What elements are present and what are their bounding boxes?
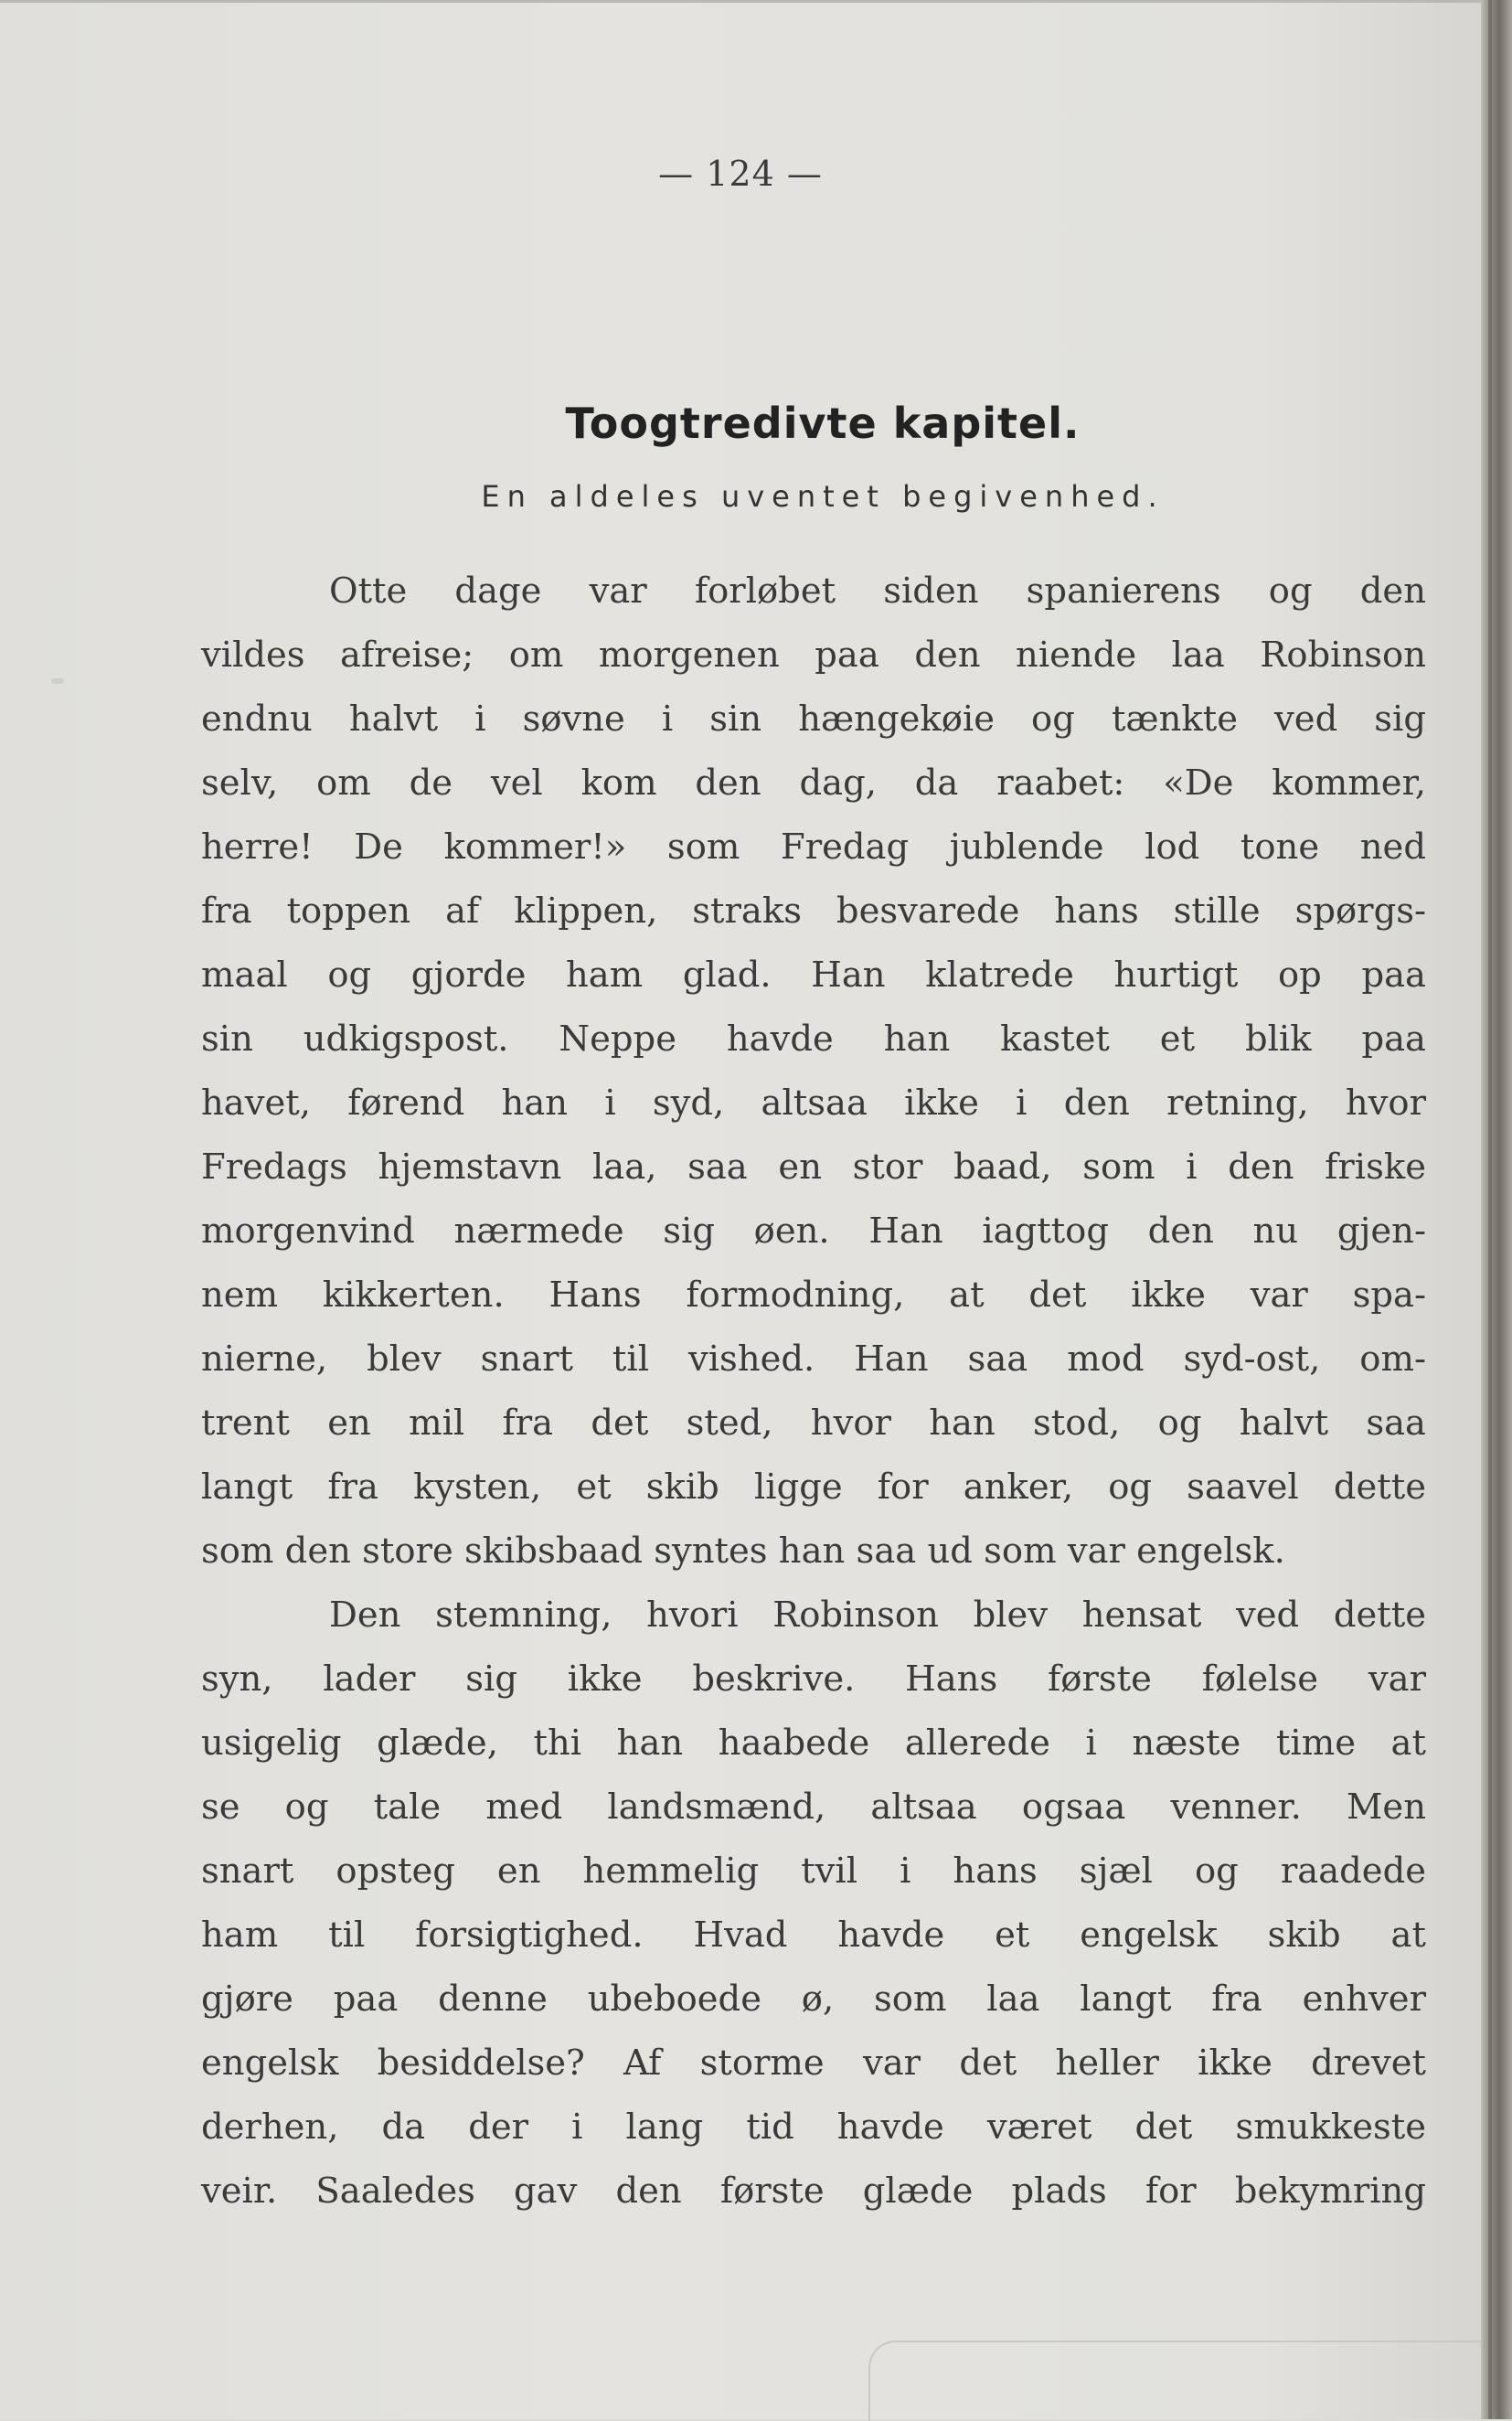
text-line: engelsk besiddelse? Af storme var det heller ikke drevet bbox=[201, 2042, 1426, 2084]
chapter-title: Toogtredivte kapitel. bbox=[565, 399, 1081, 448]
text-line: sin udkigspost. Neppe havde han kastet et blik paa bbox=[201, 1019, 1426, 1060]
text-line: usigelig glæde, thi han haabede allerede i næste time at bbox=[201, 1722, 1426, 1764]
text-line: vildes afreise; om morgenen paa den niende laa Robinson bbox=[201, 635, 1426, 676]
text-line: fra toppen af klippen, straks besvarede hans stille spørgs- bbox=[201, 891, 1426, 932]
page-top-edge bbox=[0, 0, 1481, 3]
text-line: veir. Saaledes gav den første glæde plads for bekymring bbox=[201, 2170, 1426, 2212]
chapter-subtitle: En aldeles uventet begivenhed. bbox=[481, 479, 1165, 514]
body-text bbox=[201, 560, 1426, 2224]
book-spine-edge bbox=[1481, 0, 1512, 2419]
text-line: Den stemning, hvori Robinson blev hensat ved dette bbox=[329, 1594, 1426, 1636]
text-line: ham til forsigtighed. Hvad havde et engelsk skib at bbox=[201, 1914, 1426, 1956]
text-line: syn, lader sig ikke beskrive. Hans første følelse var bbox=[201, 1658, 1426, 1700]
text-line: havet, førend han i syd, altsaa ikke i den retning, hvor bbox=[201, 1083, 1426, 1124]
text-line: snart opsteg en hemmelig tvil i hans sjæl og raadede bbox=[201, 1850, 1426, 1892]
text-line: trent en mil fra det sted, hvor han stod, og halvt saa bbox=[201, 1402, 1426, 1444]
text-line: Fredags hjemstavn laa, saa en stor baad, som i den friske bbox=[201, 1147, 1426, 1188]
text-line: gjøre paa denne ubeboede ø, som laa langt fra enhver bbox=[201, 1978, 1426, 2020]
text-line: nierne, blev snart til vished. Han saa mod syd-ost, om- bbox=[201, 1338, 1426, 1380]
paper-mark bbox=[51, 678, 64, 684]
text-line: Otte dage var forløbet siden spanierens og den bbox=[329, 571, 1426, 612]
text-line: langt fra kysten, et skib ligge for anker, og saavel dette bbox=[201, 1466, 1426, 1508]
page-fold-curve bbox=[868, 2341, 1483, 2421]
text-line: nem kikkerten. Hans formodning, at det ikke var spa- bbox=[201, 1274, 1426, 1316]
text-line: selv, om de vel kom den dag, da raabet: «De kommer, bbox=[201, 763, 1426, 804]
text-line: endnu halvt i søvne i sin hængekøie og tænkte ved sig bbox=[201, 699, 1426, 740]
text-line: derhen, da der i lang tid havde været det smukkeste bbox=[201, 2106, 1426, 2148]
page-number: — 124 — bbox=[658, 154, 823, 194]
text-line: morgenvind nærmede sig øen. Han iagttog den nu gjen- bbox=[201, 1210, 1426, 1252]
text-line: maal og gjorde ham glad. Han klatrede hurtigt op paa bbox=[201, 955, 1426, 996]
text-line: se og tale med landsmænd, altsaa ogsaa venner. Men bbox=[201, 1786, 1426, 1828]
text-line: herre! De kommer!» som Fredag jublende lod tone ned bbox=[201, 827, 1426, 868]
text-line: som den store skibsbaad syntes han saa ud som var engelsk. bbox=[201, 1530, 1285, 1572]
